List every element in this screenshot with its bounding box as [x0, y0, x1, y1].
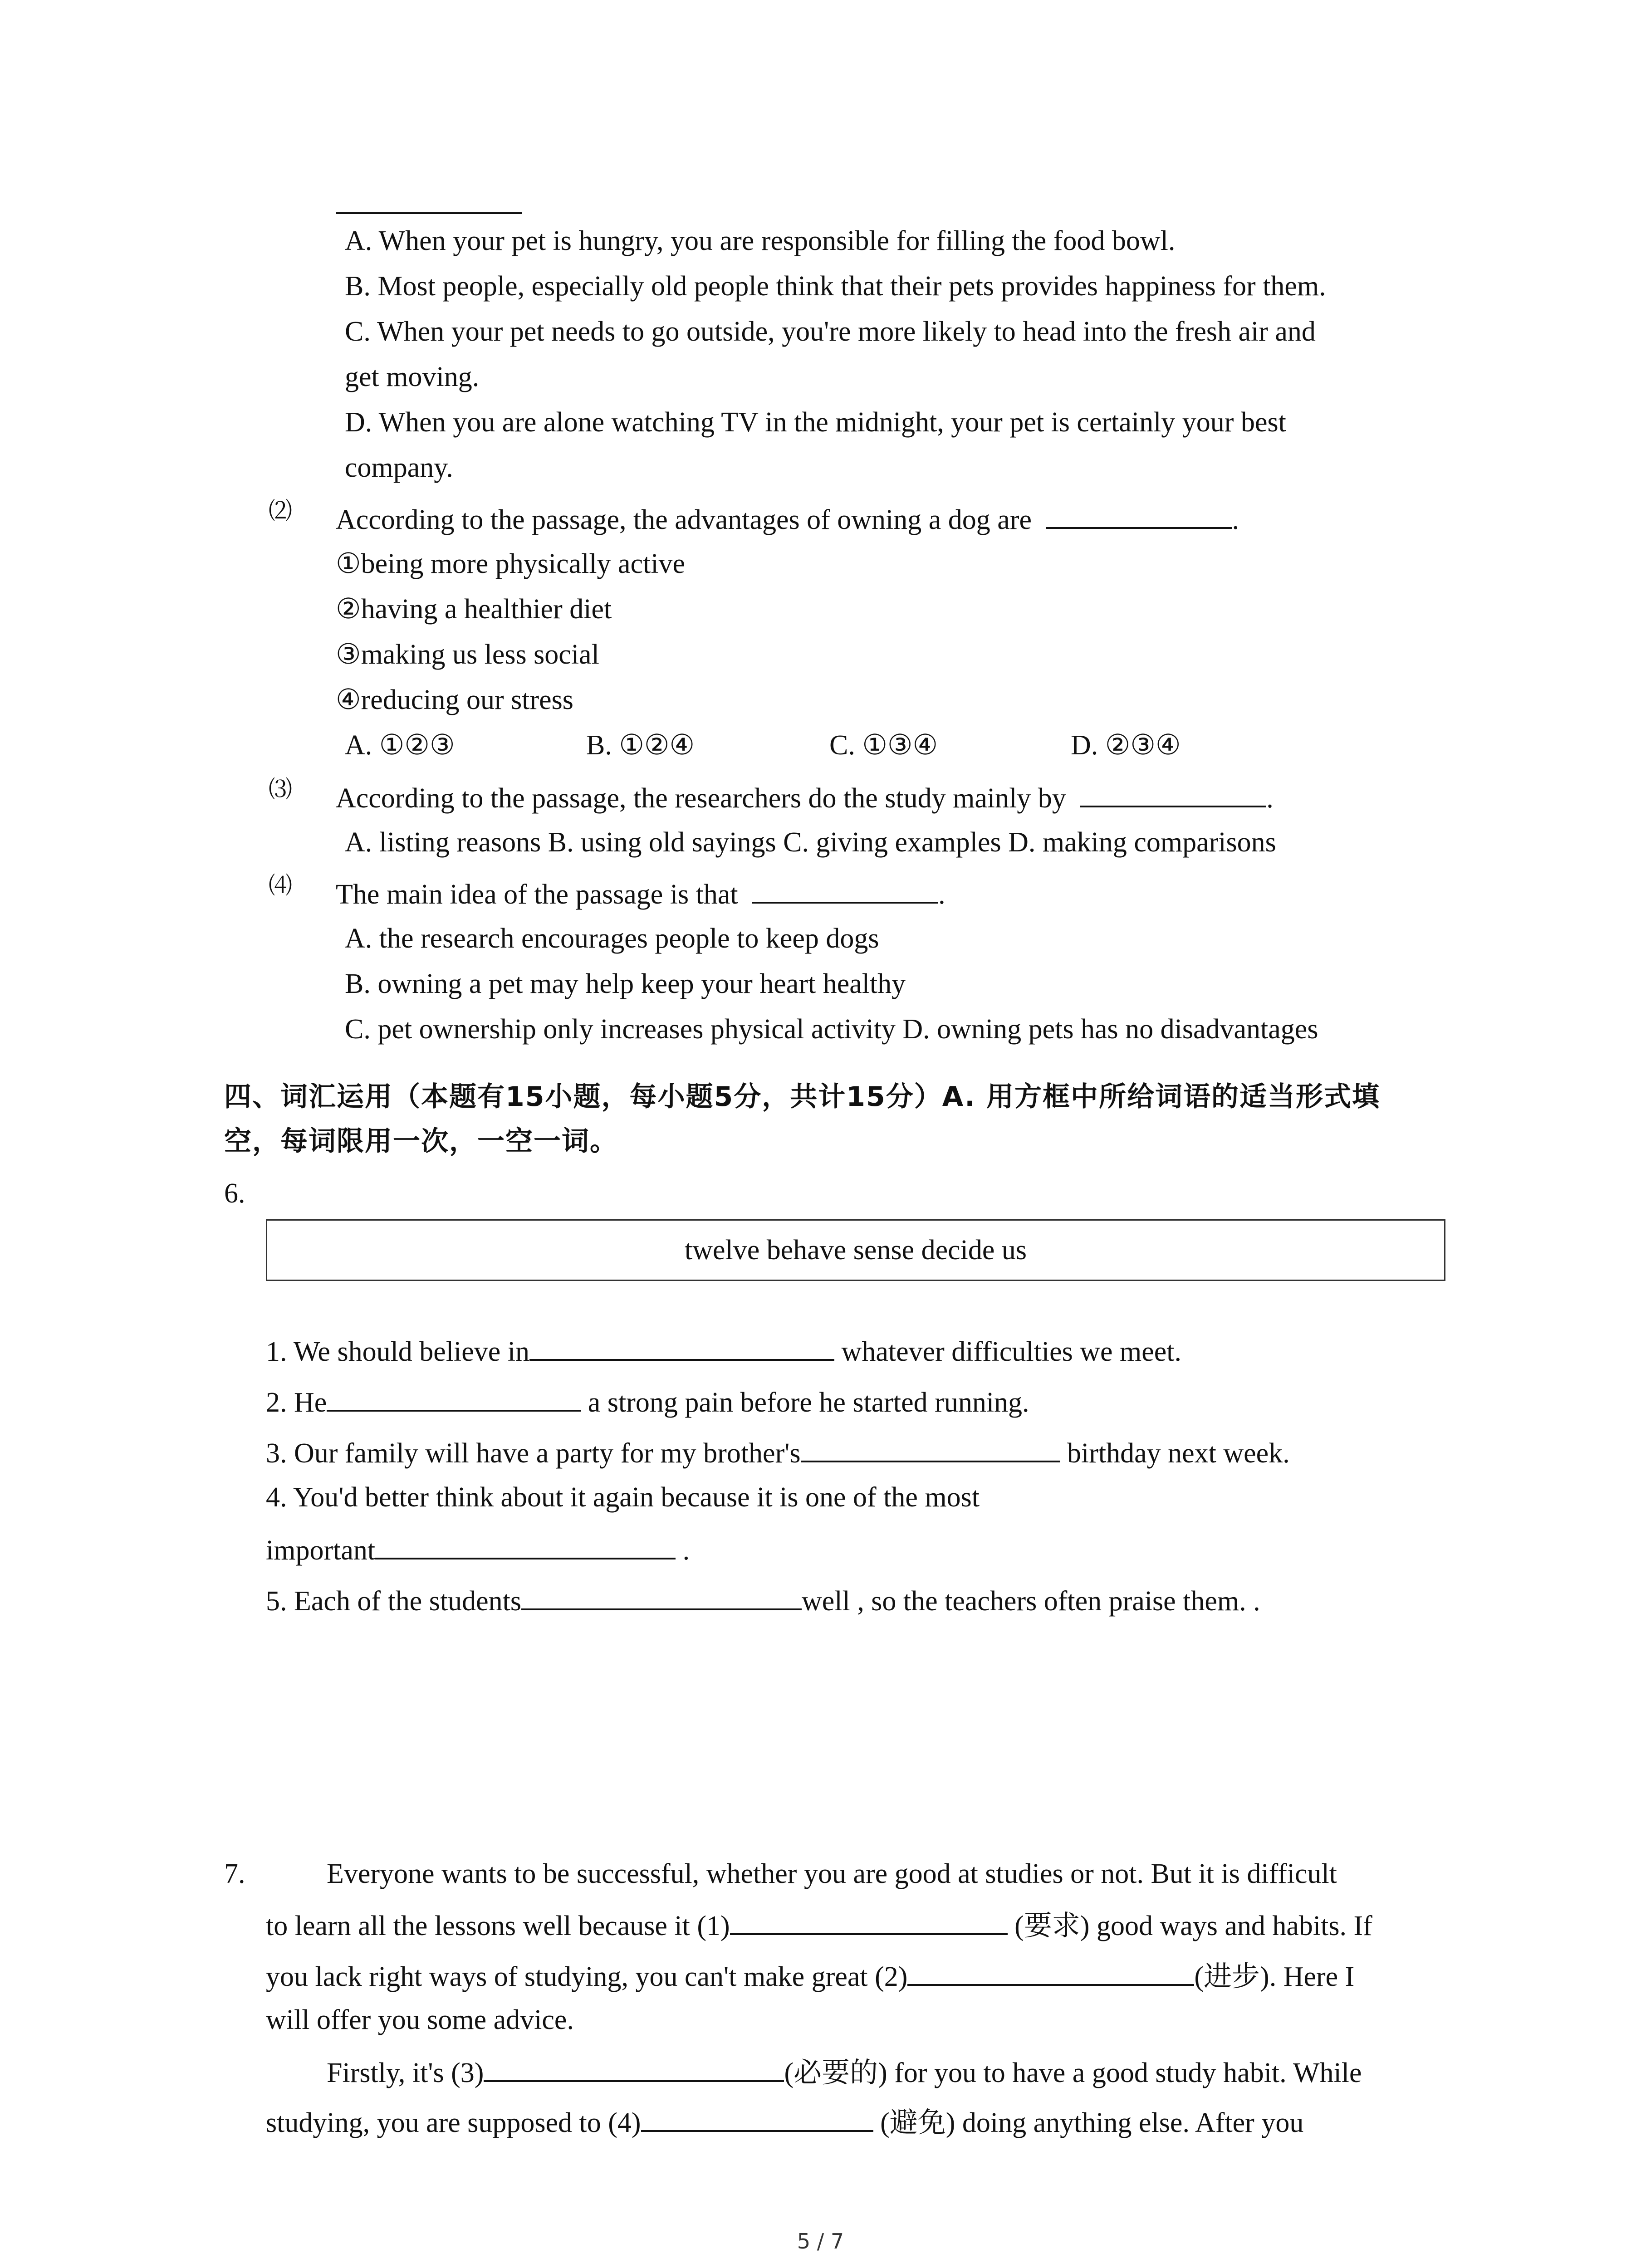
q7-l3-text-a: you lack right ways of studying, you can't make great (2): [266, 1961, 908, 1992]
answer-blank-q7-1[interactable]: [730, 1910, 1008, 1935]
q5-2-stem: [336, 503, 1239, 534]
word-box-words: twelve behave sense decide us: [684, 1235, 1027, 1266]
q5-3-stem-text: According to the passage, the researchers do the study mainly by: [336, 783, 1066, 814]
q5-4-stem: [336, 878, 945, 909]
q6-sentence-4: 4. You'd better think about it again because it is one of the most: [266, 1482, 980, 1513]
q5-1-option-b: B. Most people, especially old people think that their pets provides happiness for them.: [345, 271, 1326, 302]
answer-blank-q5-3[interactable]: [1080, 782, 1266, 807]
q6-s1-text-b: whatever difficulties we meet.: [834, 1336, 1181, 1367]
q5-2-item-2: ②having a healthier diet: [336, 594, 612, 625]
q5-3-end: .: [1266, 783, 1274, 814]
answer-blank-q6-3[interactable]: [801, 1437, 1060, 1462]
q7-l2-text-a: to learn all the lessons well because it (1): [266, 1911, 730, 1941]
q7-line-5: [327, 2057, 1362, 2087]
q7-number: 7.: [224, 1858, 245, 1889]
q5-4-stem-text: The main idea of the passage is that: [336, 879, 738, 910]
q5-1-option-c: C. When your pet needs to go outside, you're more likely to head into the fresh air and: [345, 316, 1316, 347]
q6-s3-text-b: birthday next week.: [1060, 1438, 1290, 1469]
q5-4-number: ⑷: [269, 873, 293, 899]
q6-s1-text-a: 1. We should believe in: [266, 1336, 530, 1367]
q5-2-option-c: C. ①③④: [829, 730, 938, 761]
q5-2-item-3: ③making us less social: [336, 639, 599, 670]
answer-blank-q7-2[interactable]: [907, 1960, 1194, 1986]
answer-blank-q5-2[interactable]: [1046, 503, 1232, 529]
q5-4-end: .: [938, 879, 945, 910]
q7-l6-text-b: (避免) doing anything else. After you: [873, 2107, 1304, 2138]
section-heading-line-1: 四、词汇运用（本题有15小题，每小题5分，共计15分）A. 用方框中所给词语的适当形式填: [224, 1081, 1380, 1113]
q7-line-4: will offer you some advice.: [266, 2004, 574, 2035]
answer-blank-q5-1[interactable]: [336, 212, 522, 214]
q7-l5-text-b: (必要的) for you to have a good study habit. While: [784, 2058, 1362, 2088]
q5-2-item-1: ①being more physically active: [336, 548, 686, 579]
q5-3-options: A. listing reasons B. using old sayings C. giving examples D. making comparisons: [345, 827, 1276, 858]
q6-s5-text-a: 5. Each of the students: [266, 1586, 522, 1617]
q6-sentence-1: [266, 1335, 1181, 1366]
q5-2-number: ⑵: [269, 499, 293, 524]
q6-s4-text-c: .: [676, 1535, 690, 1566]
q7-line-1: Everyone wants to be successful, whether you are good at studies or not. But it is difficult: [327, 1858, 1337, 1889]
q6-sentence-2: [266, 1386, 1029, 1417]
q5-4-option-b: B. owning a pet may help keep your heart healthy: [345, 968, 906, 999]
answer-blank-q6-4[interactable]: [375, 1534, 676, 1559]
q5-4-option-cd: C. pet ownership only increases physical activity D. owning pets has no disadvantages: [345, 1014, 1318, 1045]
q6-number: 6.: [224, 1178, 245, 1209]
q5-1-option-c-cont: get moving.: [345, 362, 480, 392]
q6-s2-text-a: 2. He: [266, 1387, 327, 1418]
q5-3-number: ⑶: [269, 777, 293, 803]
q5-1-option-d-cont: company.: [345, 452, 453, 483]
q6-s5-text-b: well , so the teachers often praise them. .: [802, 1586, 1260, 1617]
q6-sentence-4-cont: [266, 1534, 690, 1564]
q5-2-option-b: B. ①②④: [586, 730, 695, 761]
answer-blank-q5-4[interactable]: [752, 878, 938, 904]
q7-line-2: [266, 1910, 1372, 1940]
q5-2-option-a: A. ①②③: [345, 730, 455, 761]
q7-l5-text-a: Firstly, it's (3): [327, 2058, 484, 2088]
q5-1-option-d: D. When you are alone watching TV in the midnight, your pet is certainly your best: [345, 407, 1286, 438]
q6-s3-text-a: 3. Our family will have a party for my brother's: [266, 1438, 801, 1469]
answer-blank-q7-4[interactable]: [641, 2107, 873, 2132]
page-number: 5 / 7: [797, 2229, 844, 2253]
q5-2-stem-text: According to the passage, the advantages of owning a dog are: [336, 504, 1032, 535]
q7-l2-text-b: (要求) good ways and habits. If: [1007, 1911, 1372, 1941]
q5-2-end: .: [1232, 504, 1239, 535]
answer-blank-q6-5[interactable]: [521, 1585, 802, 1610]
answer-blank-q7-3[interactable]: [484, 2057, 784, 2082]
answer-blank-q6-1[interactable]: [529, 1335, 834, 1361]
q7-l3-text-b: (进步). Here I: [1194, 1961, 1355, 1992]
q5-2-item-4: ④reducing our stress: [336, 684, 573, 715]
q7-l6-text-a: studying, you are supposed to (4): [266, 2107, 641, 2138]
q6-sentence-3: [266, 1437, 1290, 1467]
q7-line-6: [266, 2107, 1303, 2137]
q6-sentence-5: [266, 1585, 1260, 1615]
q5-4-option-a: A. the research encourages people to keep dogs: [345, 923, 879, 954]
q5-1-option-a: A. When your pet is hungry, you are responsible for filling the food bowl.: [345, 225, 1176, 256]
word-box: [266, 1219, 1445, 1281]
section-heading-line-2: 空，每词限用一次，一空一词。: [224, 1125, 618, 1157]
q6-s4-text-b: important: [266, 1535, 376, 1566]
q5-3-stem: [336, 782, 1274, 812]
q5-2-option-d: D. ②③④: [1071, 730, 1181, 761]
q6-s2-text-b: a strong pain before he started running.: [581, 1387, 1029, 1418]
answer-blank-q6-2[interactable]: [327, 1386, 581, 1412]
q7-line-3: [266, 1960, 1354, 1991]
